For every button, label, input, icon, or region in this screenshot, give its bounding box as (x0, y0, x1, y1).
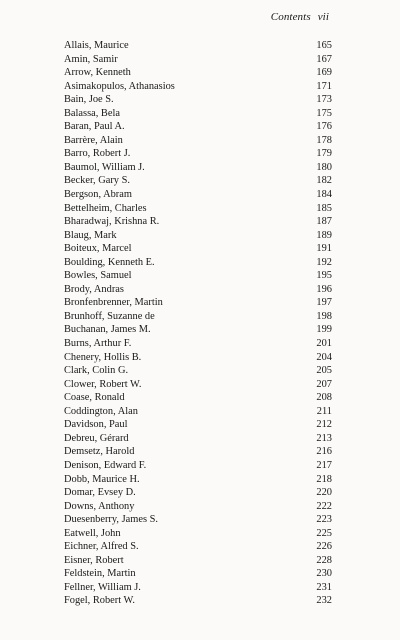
contents-entry (64, 296, 332, 310)
contents-entry (64, 554, 332, 568)
contents-entry (64, 93, 332, 107)
running-head-title: Contents (270, 11, 311, 23)
entry-name: Eisner, Robert (64, 554, 124, 566)
entry-page-number: 175 (316, 107, 332, 119)
entry-name: Eatwell, John (64, 527, 121, 539)
entry-name: Buchanan, James M. (64, 324, 151, 336)
entry-name: Feldstein, Martin (64, 568, 136, 580)
entry-page-number: 165 (316, 40, 332, 51)
entry-name: Blaug, Mark (64, 229, 117, 241)
entry-page-number: 217 (316, 459, 332, 471)
contents-list (64, 39, 332, 608)
contents-entry (64, 202, 332, 216)
entry-page-number: 169 (316, 67, 332, 79)
entry-page-number: 220 (316, 487, 332, 499)
entry-page-number: 184 (316, 189, 332, 201)
entry-page-number: 180 (316, 161, 332, 173)
entry-name: Denison, Edward F. (64, 459, 147, 471)
contents-entry (64, 459, 332, 473)
contents-entry (64, 581, 332, 595)
entry-page-number: 213 (316, 432, 332, 444)
entry-page-number: 225 (316, 527, 332, 539)
entry-page-number: 230 (316, 568, 332, 580)
entry-page-number: 218 (316, 473, 332, 485)
entry-name: Bain, Joe S. (64, 94, 114, 106)
entry-name: Dobb, Maurice H. (64, 473, 140, 485)
entry-name: Brunhoff, Suzanne de (64, 310, 155, 322)
entry-name: Barro, Robert J. (64, 148, 131, 160)
entry-page-number: 204 (316, 351, 332, 363)
entry-page-number: 191 (316, 243, 332, 255)
entry-name: Barrère, Alain (64, 134, 123, 146)
entry-page-number: 197 (316, 297, 332, 309)
contents-entry (64, 567, 332, 581)
contents-entry (64, 80, 332, 94)
contents-entry (64, 418, 332, 432)
contents-entry (64, 473, 332, 487)
entry-page-number: 185 (316, 202, 332, 214)
entry-page-number: 179 (316, 148, 332, 160)
entry-name: Bowles, Samuel (64, 270, 132, 282)
entry-page-number: 189 (316, 229, 332, 241)
entry-page-number: 212 (316, 419, 332, 431)
entry-name: Amin, Samir (64, 53, 118, 65)
contents-entry (64, 364, 332, 378)
contents-entry (64, 391, 332, 405)
entry-name: Asimakopulos, Athanasios (64, 80, 175, 92)
contents-entry (64, 323, 332, 337)
contents-entry (64, 188, 332, 202)
contents-entry (64, 256, 332, 270)
contents-entry (64, 39, 332, 53)
entry-page-number: 176 (316, 121, 332, 133)
entry-page-number: 205 (316, 365, 332, 377)
entry-name: Baumol, William J. (64, 161, 145, 173)
entry-name: Arrow, Kenneth (64, 67, 131, 79)
contents-entry (64, 513, 332, 527)
entry-name: Chenery, Hollis B. (64, 351, 142, 363)
entry-name: Domar, Evsey D. (64, 487, 136, 499)
contents-entry (64, 540, 332, 554)
contents-entry (64, 229, 332, 243)
contents-entry (64, 174, 332, 188)
entry-page-number: 211 (316, 405, 332, 417)
entry-page-number: 222 (316, 500, 332, 512)
contents-entry (64, 527, 332, 541)
contents-entry (64, 242, 332, 256)
contents-entry (64, 378, 332, 392)
contents-entry (64, 147, 332, 161)
entry-page-number: 231 (316, 581, 332, 593)
entry-page-number: 178 (316, 134, 332, 146)
entry-page-number: 173 (316, 94, 332, 106)
entry-name: Coddington, Alan (64, 405, 138, 417)
page-number: vii (317, 11, 329, 23)
contents-entry (64, 66, 332, 80)
running-head (271, 11, 329, 23)
entry-name: Fellner, William J. (64, 581, 141, 593)
entry-name: Brody, Andras (64, 283, 124, 295)
contents-entry (64, 445, 332, 459)
entry-name: Boulding, Kenneth E. (64, 256, 155, 268)
entry-name: Bronfenbrenner, Martin (64, 297, 163, 309)
entry-page-number: 182 (316, 175, 332, 187)
contents-entry (64, 405, 332, 419)
entry-name: Duesenberry, James S. (64, 514, 158, 526)
contents-entry (64, 310, 332, 324)
entry-name: Davidson, Paul (64, 419, 128, 431)
entry-page-number: 207 (316, 378, 332, 390)
entry-page-number: 196 (316, 283, 332, 295)
entry-page-number: 195 (316, 270, 332, 282)
entry-page-number: 208 (316, 392, 332, 404)
entry-page-number: 187 (316, 216, 332, 228)
contents-entry (64, 432, 332, 446)
contents-entry (64, 337, 332, 351)
entry-name: Clark, Colin G. (64, 365, 129, 377)
entry-name: Boiteux, Marcel (64, 243, 132, 255)
entry-name: Eichner, Alfred S. (64, 541, 139, 553)
contents-entry (64, 500, 332, 514)
entry-page-number: 171 (316, 80, 332, 92)
entry-name: Burns, Arthur F. (64, 338, 132, 350)
entry-name: Coase, Ronald (64, 392, 125, 404)
entry-page-number: 201 (316, 338, 332, 350)
entry-name: Becker, Gary S. (64, 175, 130, 187)
entry-name: Allais, Maurice (64, 40, 129, 51)
entry-name: Fogel, Robert W. (64, 595, 136, 607)
entry-page-number: 199 (316, 324, 332, 336)
contents-entry (64, 269, 332, 283)
entry-page-number: 228 (316, 554, 332, 566)
contents-entry (64, 161, 332, 175)
entry-page-number: 226 (316, 541, 332, 553)
entry-name: Downs, Anthony (64, 500, 135, 512)
contents-entry (64, 53, 332, 67)
contents-entry (64, 134, 332, 148)
entry-name: Balassa, Bela (64, 107, 120, 119)
entry-name: Bettelheim, Charles (64, 202, 147, 214)
entry-name: Clower, Robert W. (64, 378, 142, 390)
contents-entry (64, 215, 332, 229)
entry-name: Debreu, Gérard (64, 432, 129, 444)
contents-entry (64, 594, 332, 608)
contents-entry (64, 486, 332, 500)
entry-name: Baran, Paul A. (64, 121, 125, 133)
entry-page-number: 192 (316, 256, 332, 268)
entry-name: Bharadwaj, Krishna R. (64, 216, 160, 228)
contents-entry (64, 107, 332, 121)
contents-entry (64, 283, 332, 297)
contents-entry (64, 351, 332, 365)
entry-page-number: 232 (316, 595, 332, 607)
entry-name: Bergson, Abram (64, 189, 132, 201)
entry-page-number: 216 (316, 446, 332, 458)
contents-entry (64, 120, 332, 134)
entry-page-number: 198 (316, 310, 332, 322)
entry-page-number: 167 (316, 53, 332, 65)
entry-name: Demsetz, Harold (64, 446, 135, 458)
entry-page-number: 223 (316, 514, 332, 526)
